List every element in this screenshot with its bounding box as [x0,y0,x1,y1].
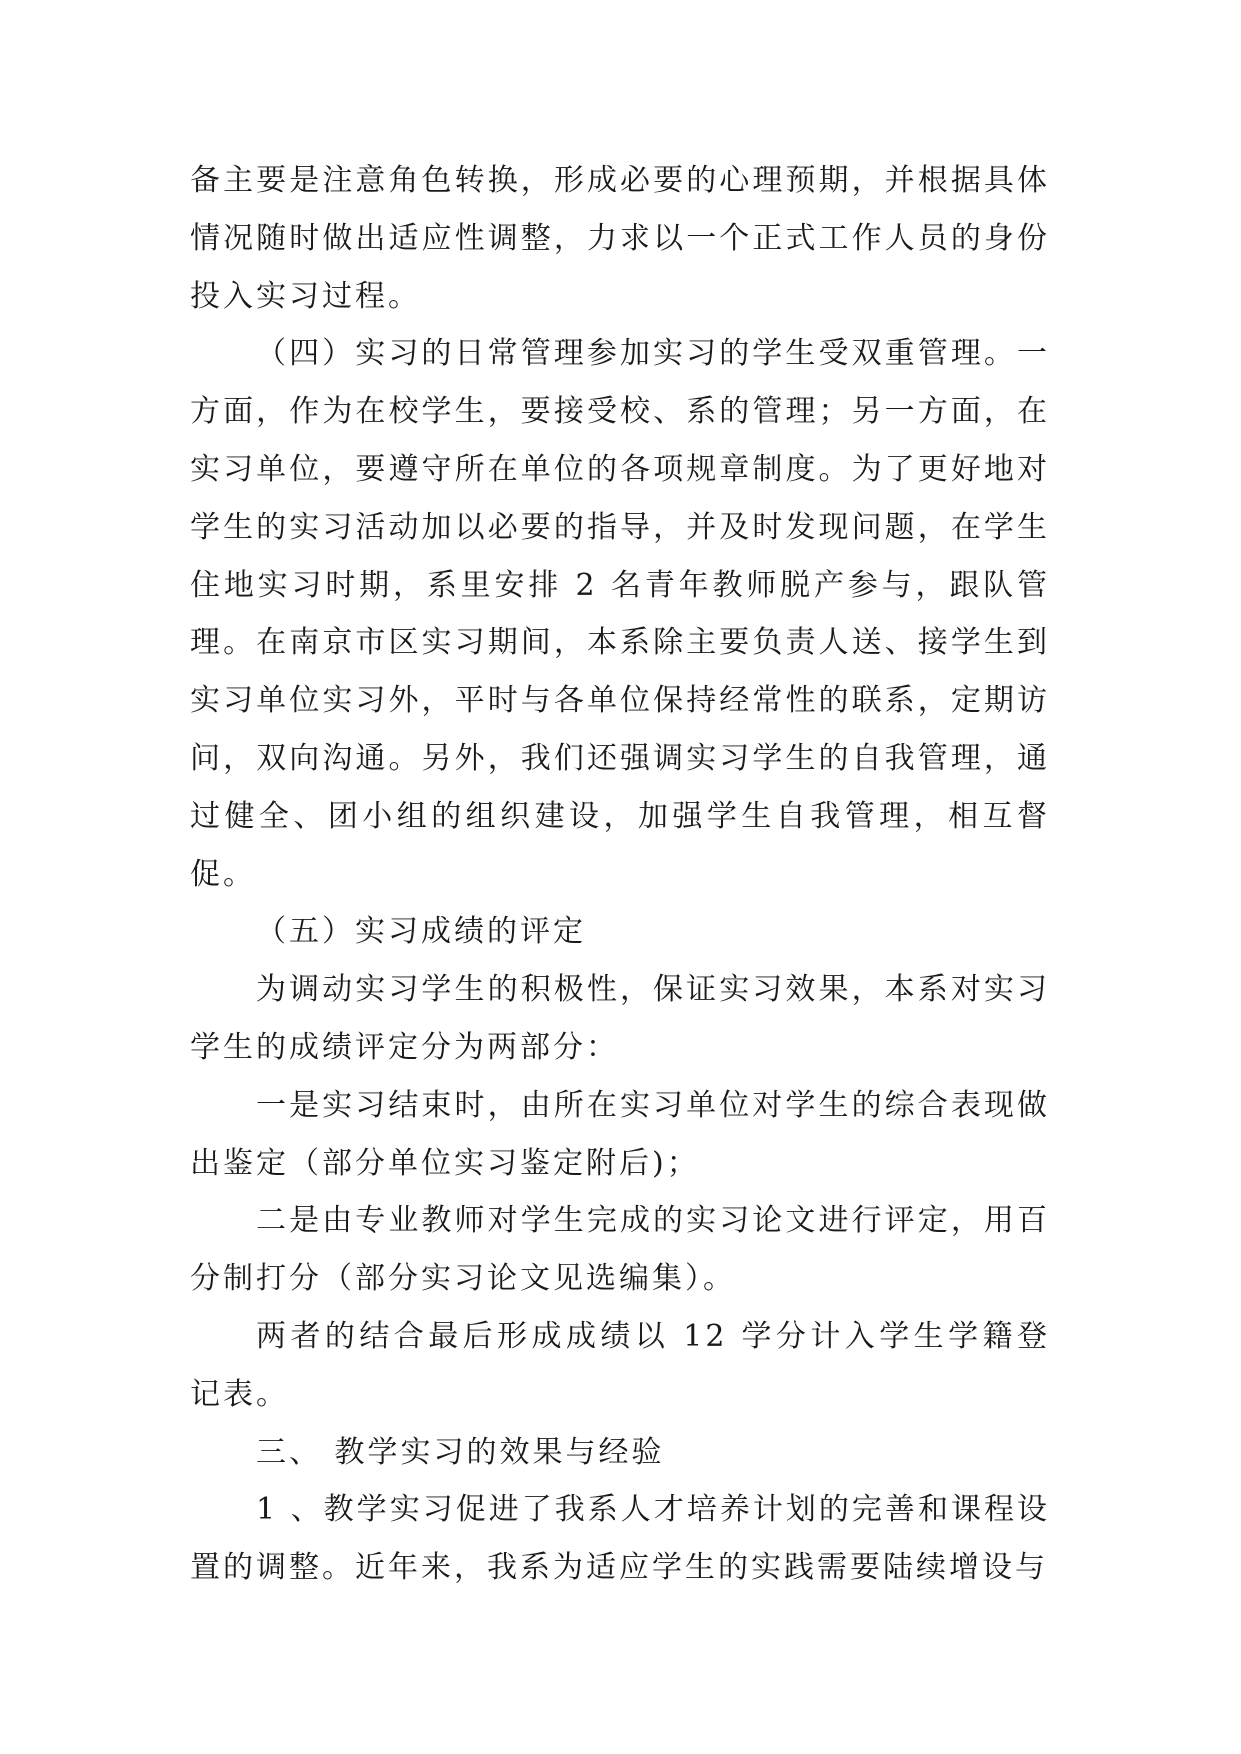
paragraph-daily-management: （四）实习的日常管理参加实习的学生受双重管理。一方面，作为在校学生，要接受校、系的管理；另一方面，在实习单位，要遵守所在单位的各项规章制度。为了更好地对学生的实习活动加以必要的指导，并及时发现问题，在学生住地实习时期，系里安排 2 名青年教师脱产参与，跟队管理。在南京市区实习期间，本系除主要负责人送、接学生到实习单位实习外，平时与各单位保持经常性的联系，定期访问，双向沟通。另外，我们还强调实习学生的自我管理，通过健全、团小组的组织建设，加强学生自我管理，相互督促。 [190,336,1050,892]
paragraph-role-preparation: 备主要是注意角色转换，形成必要的心理预期，并根据具体情况随时做出适应性调整，力求以一个正式工作人员的身份投入实习过程。 [190,163,1050,314]
document-body [190,152,1050,1597]
paragraph-grade-combined: 两者的结合最后形成成绩以 12 学分计入学生学籍登记表。 [190,1318,1050,1412]
paragraph-grade-intro: 为调动实习学生的积极性，保证实习效果，本系对实习学生的成绩评定分为两部分： [190,972,1050,1065]
paragraph-grade-part-two: 二是由专业教师对学生完成的实习论文进行评定，用百分制打分（部分实习论文见选编集）。 [190,1203,1050,1297]
paragraph-effect-one: 1 、教学实习促进了我系人才培养计划的完善和课程设置的调整。近年来，我系为适应学生的实践需要陆续增设与 [190,1492,1050,1586]
paragraph-grade-part-one: 一是实习结束时，由所在实习单位对学生的综合表现做出鉴定（部分单位实习鉴定附后)； [190,1087,1050,1181]
section-heading-effects: 三、 教学实习的效果与经验 [256,1434,665,1470]
section-heading-grade-evaluation: （五）实习成绩的评定 [256,914,586,950]
